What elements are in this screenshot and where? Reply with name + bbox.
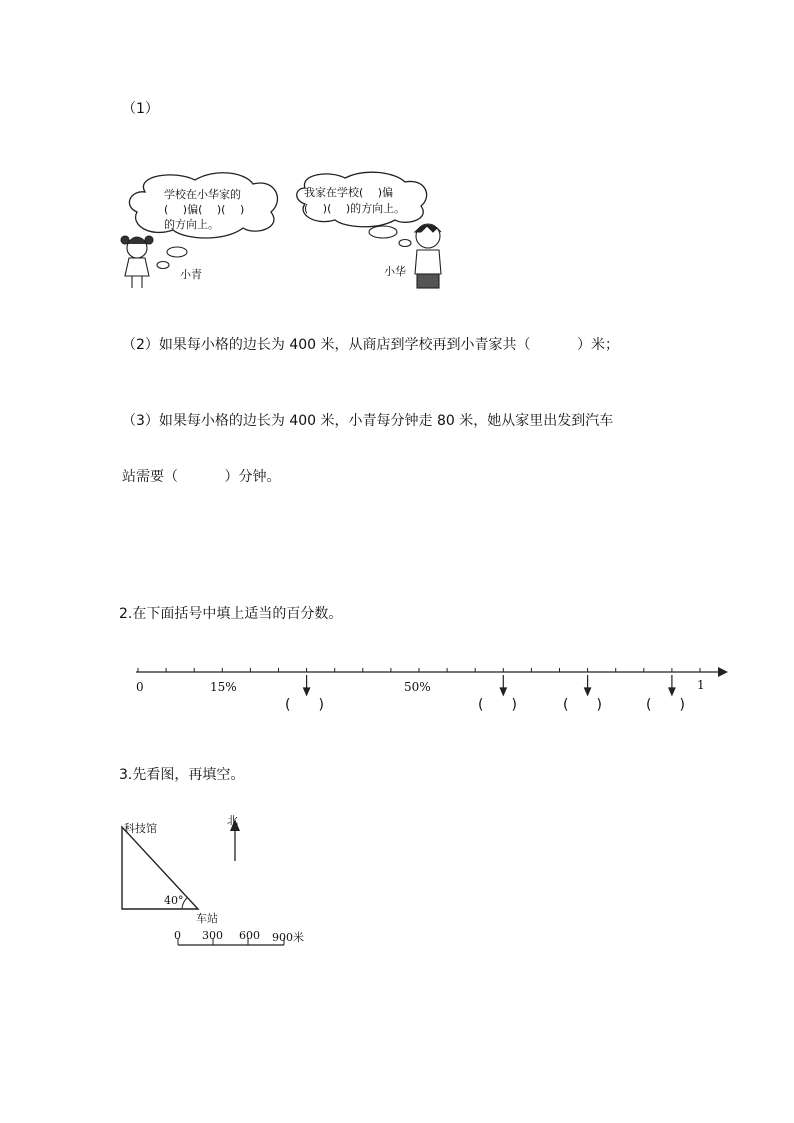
part1-label: （1） (122, 101, 159, 117)
question-3-line1: （3）如果每小格的边长为 400 米，小青每分钟走 80 米，她从家里出发到汽车 (122, 413, 614, 429)
scale-label: 0 (174, 929, 181, 942)
north-label: 北 (227, 814, 238, 827)
answer-blank[interactable]: ( ) (285, 697, 324, 713)
museum-label: 科技馆 (124, 822, 157, 835)
station-label: 车站 (196, 912, 218, 925)
girl-figure (121, 236, 153, 288)
answer-blank[interactable]: ( ) (478, 697, 517, 713)
left-bubble-line3: 的方向上。 (164, 218, 219, 231)
label-15-percent: 15% (210, 680, 237, 694)
left-bubble-line2: ( )偏( )( ) (164, 203, 245, 216)
number-line-ticks (138, 668, 700, 672)
label-one: 1 (697, 678, 705, 692)
answer-blank[interactable]: ( ) (563, 697, 602, 713)
girl-name-label: 小青 (180, 268, 202, 281)
boy-name-label: 小华 (384, 265, 406, 278)
scale-label: 300 (202, 929, 223, 942)
triangle-route (122, 827, 198, 909)
question-3-line2: 站需要（ ）分钟。 (122, 469, 281, 485)
angle-label: 40° (164, 894, 184, 907)
right-bubble-dot (399, 240, 411, 247)
blank-arrows (304, 675, 675, 695)
right-bubble-line2: ( )( )的方向上。 (304, 202, 406, 215)
boy-figure (415, 224, 441, 288)
label-zero: 0 (136, 680, 144, 694)
question-2-text: （2）如果每小格的边长为 400 米，从商店到学校再到小青家共（ ）米； (122, 337, 619, 353)
right-bubble-dot (369, 226, 397, 238)
answer-blank[interactable]: ( ) (646, 697, 685, 713)
left-bubble-dot (167, 247, 187, 257)
problem-3-title: 3.先看图，再填空。 (119, 767, 245, 783)
right-bubble-line1: 我家在学校( )偏 (304, 186, 394, 199)
problem-2-title: 2.在下面括号中填上适当的百分数。 (119, 606, 343, 622)
number-line-arrowhead (718, 667, 728, 677)
left-bubble-line1: 学校在小华家的 (164, 188, 241, 201)
label-50-percent: 50% (404, 680, 431, 694)
scale-label: 900米 (272, 931, 304, 944)
scale-label: 600 (239, 929, 260, 942)
left-bubble-dot (157, 262, 169, 269)
